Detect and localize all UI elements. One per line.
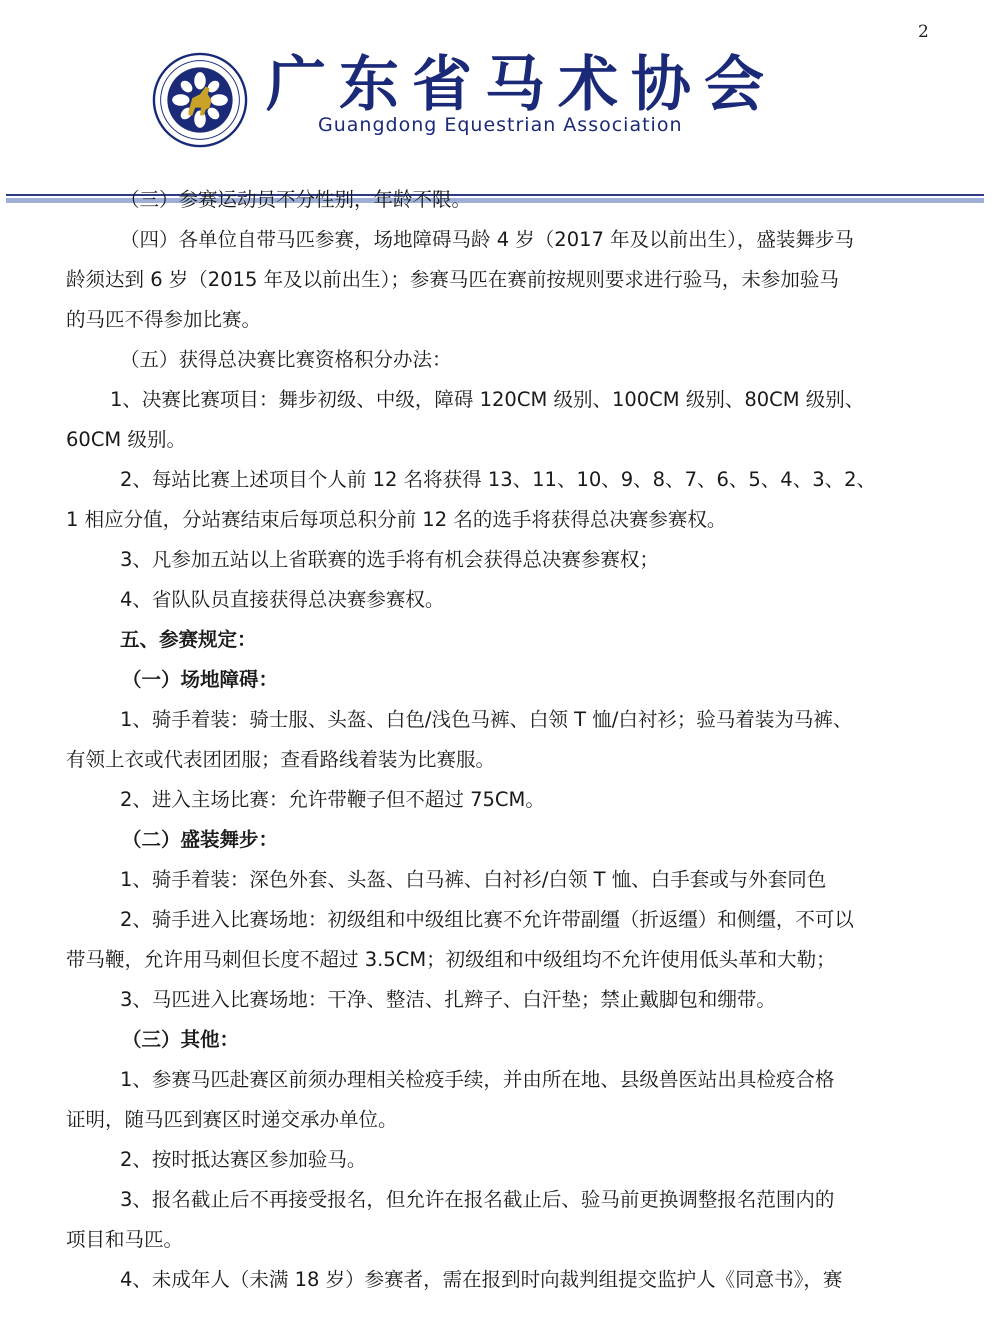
paragraph-line: 带马鞭，允许用马刺但长度不超过 3.5CM；初级组和中级组均不允许使用低头革和大勒； <box>66 948 836 971</box>
paragraph-line: 60CM 级别。 <box>66 428 186 451</box>
document-body <box>66 180 936 1300</box>
paragraph-line: 1、骑手着装：骑士服、头盔、白色/浅色马裤、白领 T 恤/白衬衫；验马着装为马裤、 <box>120 708 853 731</box>
paragraph-line: 证明，随马匹到赛区时递交承办单位。 <box>66 1108 398 1131</box>
paragraph-line: 4、未成年人（未满 18 岁）参赛者，需在报到时向裁判组提交监护人《同意书》，赛 <box>120 1268 843 1291</box>
paragraph-line: 有领上衣或代表团团服；查看路线着装为比赛服。 <box>66 748 496 771</box>
paragraph-line: 3、凡参加五站以上省联赛的选手将有机会获得总决赛参赛权； <box>120 548 659 571</box>
paragraph-line: 1、决赛比赛项目：舞步初级、中级，障碍 120CM 级别、100CM 级别、80CM 级别、 <box>110 388 865 411</box>
paragraph-line: 2、按时抵达赛区参加验马。 <box>120 1148 367 1171</box>
subsection-heading: （三）其他： <box>122 1028 240 1051</box>
paragraph-line: 的马匹不得参加比赛。 <box>66 308 262 331</box>
paragraph-line: 1 相应分值，分站赛结束后每项总积分前 12 名的选手将获得总决赛参赛权。 <box>66 508 727 531</box>
paragraph-line: 4、省队队员直接获得总决赛参赛权。 <box>120 588 445 611</box>
paragraph-line: 1、骑手着装：深色外套、头盔、白马裤、白衬衫/白领 T 恤、白手套或与外套同色 <box>120 868 827 891</box>
paragraph-line: 2、进入主场比赛：允许带鞭子但不超过 75CM。 <box>120 788 545 811</box>
paragraph-line: （四）各单位自带马匹参赛，场地障碍马龄 4 岁（2017 年及以前出生），盛装舞步马 <box>120 228 854 251</box>
association-logo <box>152 52 248 148</box>
paragraph-line: 龄须达到 6 岁（2015 年及以前出生）；参赛马匹在赛前按规则要求进行验马，未参加验马 <box>66 268 839 291</box>
paragraph-line: （三）参赛运动员不分性别，年龄不限。 <box>120 188 472 211</box>
org-name-en: Guangdong Equestrian Association <box>318 114 683 136</box>
org-name-cn: 广东省马术协会 <box>266 50 777 120</box>
subsection-heading: （一）场地障碍： <box>122 668 279 691</box>
paragraph-line: （五）获得总决赛比赛资格积分办法： <box>120 348 452 371</box>
letterhead <box>0 44 1005 164</box>
paragraph-line: 1、参赛马匹赴赛区前须办理相关检疫手续，并由所在地、县级兽医站出具检疫合格 <box>120 1068 835 1091</box>
paragraph-line: 项目和马匹。 <box>66 1228 184 1251</box>
paragraph-line: 3、马匹进入比赛场地：干净、整洁、扎辫子、白汗垫；禁止戴脚包和绷带。 <box>120 988 776 1011</box>
page-number: 2 <box>918 22 929 42</box>
paragraph-line: 3、报名截止后不再接受报名，但允许在报名截止后、验马前更换调整报名范围内的 <box>120 1188 835 1211</box>
subsection-heading: （二）盛装舞步： <box>122 828 279 851</box>
paragraph-line: 2、每站比赛上述项目个人前 12 名将获得 13、11、10、9、8、7、6、5、4、3、2、 <box>120 468 877 491</box>
paragraph-line: 2、骑手进入比赛场地：初级组和中级组比赛不允许带副缰（折返缰）和侧缰，不可以 <box>120 908 854 931</box>
section-heading: 五、参赛规定： <box>120 628 257 651</box>
